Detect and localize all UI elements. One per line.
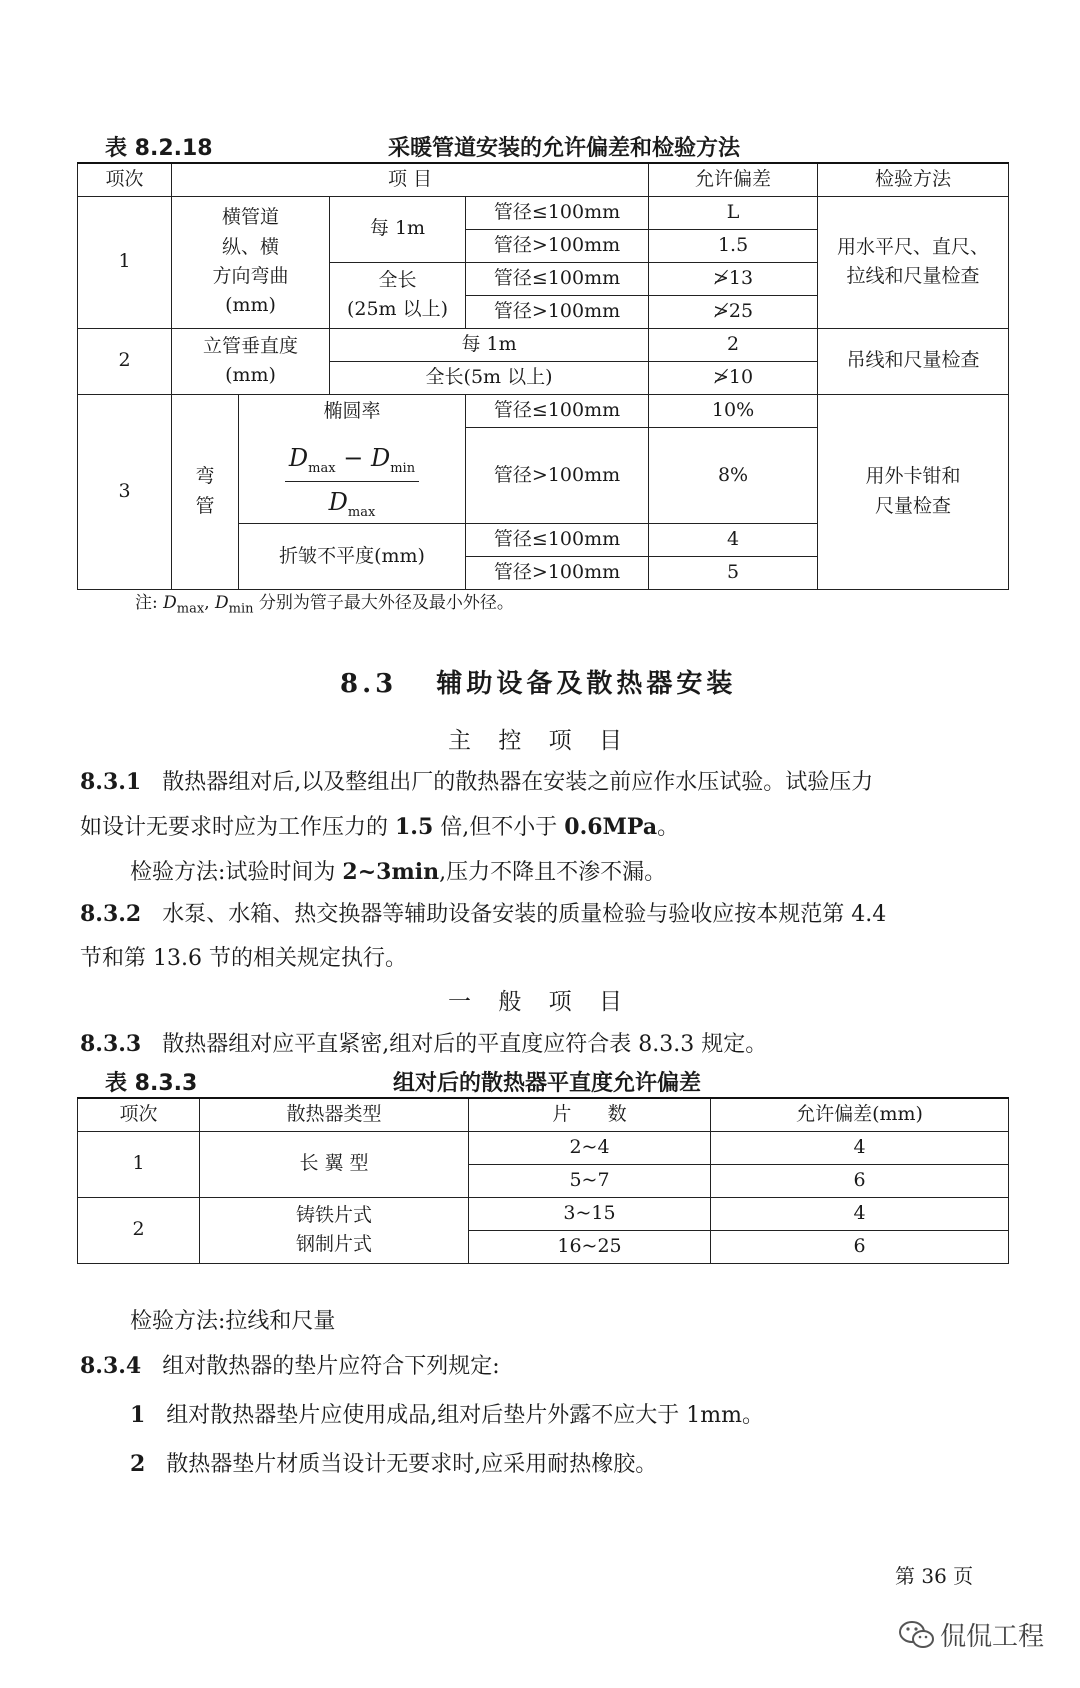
table-cell: 3~15 (469, 1197, 711, 1230)
page-number: 第 36 页 (895, 1564, 974, 1588)
table-cell: 管径≤100mm (466, 523, 649, 556)
table-cell (172, 394, 239, 589)
subheading-general: 一 般 项 目 (448, 989, 632, 1015)
table-cell: 长 翼 型 (200, 1131, 469, 1197)
table-cell: 2~4 (469, 1131, 711, 1164)
cell-line: (mm) (225, 364, 276, 386)
cell-line: 纵、横 (221, 235, 279, 258)
table-cell (239, 394, 466, 523)
table-cell: 全长(5m 以上) (330, 361, 649, 394)
table-cell: 6 (711, 1230, 1009, 1263)
cell-line: 全长 (378, 268, 417, 291)
table-cell: 1 (78, 1131, 200, 1197)
cell-line: 管 (195, 494, 215, 517)
table-cell: 16~25 (469, 1230, 711, 1263)
table-cell: 折皱不平度(mm) (239, 523, 466, 589)
cell-line: 拉线和尺量检查 (846, 265, 980, 287)
clause-number: 8.3.3 (80, 1031, 142, 1057)
table-cell: 2 (649, 328, 818, 361)
header-cell: 项次 (78, 1098, 200, 1131)
clause-8-3-1: 8.3.1 散热器组对后,以及整组出厂的散热器在安装之前应作水压试验。试验压力 如设计无要求时应为工作压力的 1.5 倍,但不小于 0.6MPa。 检验方法:试验时间为 2~3min,压力不降且不渗不漏。 (80, 769, 874, 885)
table-cell: 1 (78, 196, 172, 328)
clause-number: 8.3.1 (80, 769, 142, 795)
clause-number: 8.3.4 (80, 1353, 142, 1379)
table-cell (818, 394, 1009, 589)
cell-line: (25m 以上) (346, 298, 449, 320)
table-cell: ≯13 (649, 262, 818, 295)
table-cell: 管径>100mm (466, 229, 649, 262)
table-cell (172, 328, 330, 394)
table-cell: 4 (711, 1131, 1009, 1164)
cell-line: 用外卡钳和 (865, 465, 961, 488)
watermark: 侃侃工程 (940, 1622, 1045, 1652)
table-cell: 管径>100mm (466, 295, 649, 328)
cell-line: 铸铁片式 (295, 1203, 372, 1226)
header-cell: 项次 (78, 163, 172, 196)
table-title: 组对后的散热器平直度允许偏差 (393, 1071, 702, 1096)
table-title: 采暖管道安装的允许偏差和检验方法 (388, 136, 741, 161)
table-cell (172, 196, 330, 328)
table-cell: ≯25 (649, 295, 818, 328)
ovality-formula: $\frac{D_{max} - D_{min}}{D_{max}}$ (285, 440, 419, 523)
table-8-2-18 (77, 162, 1009, 590)
header-cell: 片 数 (469, 1098, 711, 1131)
table-cell: 2 (78, 1197, 200, 1263)
header-cell: 允许偏差 (649, 163, 818, 196)
table-id: 表 8.3.3 (105, 1071, 198, 1096)
table-cell: ≯10 (649, 361, 818, 394)
cell-line: 尺量检查 (875, 494, 952, 517)
inspection-method: 检验方法:拉线和尺量 (130, 1309, 336, 1334)
table-cell: 管径>100mm (466, 556, 649, 589)
table-cell: 6 (711, 1164, 1009, 1197)
cell-line: 横管道 (221, 206, 279, 229)
table-note: 注: $D_{max}$, $D_{min}$ 分别为管子最大外径及最小外径。 (135, 593, 514, 617)
clause-number: 8.3.2 (80, 901, 142, 927)
table-cell: 1.5 (649, 229, 818, 262)
table-cell: 8% (649, 428, 818, 523)
header-cell: 散热器类型 (200, 1098, 469, 1131)
table-cell (818, 196, 1009, 328)
header-cell: 允许偏差(mm) (711, 1098, 1009, 1131)
table-cell: 4 (711, 1197, 1009, 1230)
table-cell: 管径≤100mm (466, 394, 649, 428)
table-cell: 吊线和尺量检查 (818, 328, 1009, 394)
clause-8-3-4: 8.3.4 组对散热器的垫片应符合下列规定: 1 组对散热器垫片应使用成品,组对后垫片外露不应大于 1mm。 2 散热器垫片材质当设计无要求时,应采用耐热橡胶。 (80, 1353, 765, 1477)
table-cell (330, 262, 466, 328)
table-cell: 每 1m (330, 328, 649, 361)
table-cell: 管径≤100mm (466, 196, 649, 229)
table-cell: L (649, 196, 818, 229)
table-cell: 每 1m (330, 196, 466, 262)
cell-line: (mm) (225, 294, 276, 317)
header-cell: 项 目 (172, 163, 649, 196)
table-cell: 5~7 (469, 1164, 711, 1197)
clause-8-3-3: 8.3.3 散热器组对应平直紧密,组对后的平直度应符合表 8.3.3 规定。 (80, 1031, 768, 1057)
clause-8-3-2: 8.3.2 水泵、水箱、热交换器等辅助设备安装的质量检验与验收应按本规范第 4.4 节和第 13.6 节的相关规定执行。 (80, 901, 887, 971)
table-cell: 5 (649, 556, 818, 589)
table-cell: 管径>100mm (466, 428, 649, 523)
cell-line: 方向弯曲 (212, 265, 289, 287)
subheading-main-control: 主 控 项 目 (448, 728, 632, 754)
wechat-icon (897, 1618, 937, 1652)
cell-line: 立管垂直度 (202, 334, 298, 357)
table-cell: 管径≤100mm (466, 262, 649, 295)
header-cell: 检验方法 (818, 163, 1009, 196)
cell-line: 用水平尺、直尺、 (837, 235, 990, 258)
table-8-3-3 (77, 1097, 1009, 1264)
table-cell (200, 1197, 469, 1263)
table-cell: 2 (78, 328, 172, 394)
section-heading: 8.3 辅助设备及散热器安装 (340, 669, 737, 699)
cell-line: 钢制片式 (295, 1233, 372, 1255)
table-cell: 3 (78, 394, 172, 589)
table-id: 表 8.2.18 (105, 136, 213, 161)
table-cell: 4 (649, 523, 818, 556)
table-cell: 10% (649, 394, 818, 428)
cell-line: 弯 (195, 465, 215, 488)
cell-line: 椭圆率 (323, 399, 381, 422)
